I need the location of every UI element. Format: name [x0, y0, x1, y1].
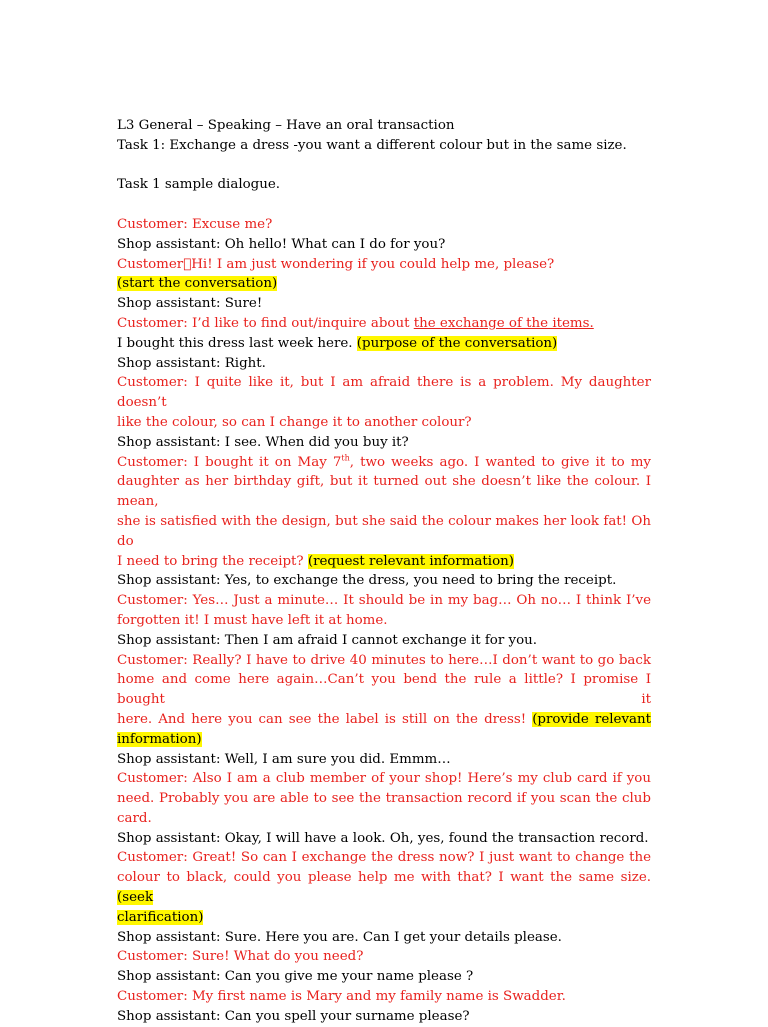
customer-line: card. — [117, 810, 152, 826]
underlined-text: the exchange of the items. — [413, 315, 594, 331]
customer-line: home and come here again…Can’t you bend the rule a little? I promise I bought it — [117, 672, 651, 708]
customer-line: like the colour, so can I change it to another colour? — [117, 414, 472, 430]
assistant-line: Shop assistant: I see. When did you buy it? — [117, 434, 409, 450]
assistant-line: Shop assistant: Yes, to exchange the dress, you need to bring the receipt. — [117, 573, 617, 589]
customer-text: here. And here you can see the label is still on the dress! — [117, 711, 533, 727]
customer-line — [117, 552, 651, 572]
customer-line: need. Probably you are able to see the transaction record if you scan the club — [117, 791, 651, 807]
customer-continuation — [117, 334, 651, 354]
blank-line — [117, 195, 651, 215]
plain-text: I bought this dress last week here. — [117, 335, 357, 351]
assistant-line: Shop assistant: Okay, I will have a look. Oh, yes, found the transaction record. — [117, 830, 649, 846]
customer-text: colour to black, could you please help me with that? I want the same size. — [117, 870, 651, 886]
customer-line — [117, 868, 651, 908]
highlight-annotation: (provide relevant — [532, 711, 651, 727]
customer-line — [117, 453, 651, 473]
customer-line: daughter as her birthday gift, but it turned out she doesn’t like the colour. I mean, — [117, 474, 651, 510]
customer-line: Customer: I quite like it, but I am afraid there is a problem. My daughter doesn’t — [117, 375, 651, 411]
customer-line: Customer: Yes… Just a minute… It should be in my bag… Oh no… I think I’ve — [117, 593, 651, 609]
assistant-line: Shop assistant: Can you spell your surname please? — [117, 1008, 470, 1024]
task-description: Task 1: Exchange a dress -you want a different colour but in the same size. — [117, 137, 627, 153]
assistant-line: Shop assistant: Sure! — [117, 296, 263, 312]
assistant-line: Shop assistant: Oh hello! What can I do for you? — [117, 236, 446, 252]
assistant-line: Shop assistant: Can you give me your name please ? — [117, 969, 474, 985]
customer-text: , two weeks ago. I wanted to give it to my — [349, 454, 651, 470]
highlight-annotation: (seek — [117, 890, 154, 906]
blank-line — [117, 156, 651, 176]
highlight-annotation: (purpose of the conversation) — [356, 335, 558, 351]
sample-heading: Task 1 sample dialogue. — [117, 177, 281, 193]
highlight-annotation: information) — [117, 731, 202, 747]
customer-line: Customer: Excuse me? — [117, 216, 273, 232]
assistant-line: Shop assistant: Sure. Here you are. Can I get your details please. — [117, 929, 562, 945]
highlight-annotation: clarification) — [117, 909, 204, 925]
customer-line: Customer: My first name is Mary and my family name is Swadder. — [117, 989, 566, 1005]
document-title: L3 General – Speaking – Have an oral transaction — [117, 118, 455, 133]
customer-line: forgotten it! I must have left it at home. — [117, 612, 388, 628]
customer-text: I need to bring the receipt? — [117, 553, 308, 569]
assistant-line: Shop assistant: Then I am afraid I cannot exchange it for you. — [117, 632, 538, 648]
annotation-line — [117, 730, 651, 750]
customer-line: Customer: Also I am a club member of your shop! Here’s my club card if you — [117, 771, 651, 787]
customer-line: Customer Hi! I am just wondering if you could help me, please? — [117, 256, 551, 272]
customer-text: Customer: I’d like to find out/inquire about — [117, 315, 414, 331]
customer-text: Customer: I bought it on May 7 — [117, 454, 342, 470]
assistant-line: Shop assistant: Right. — [117, 355, 266, 371]
customer-line: she is satisfied with the design, but she said the colour makes her look fat! Oh do — [117, 513, 651, 549]
customer-line — [117, 710, 651, 730]
assistant-line: Shop assistant: Well, I am sure you did. Emmm… — [117, 751, 451, 767]
customer-line — [117, 314, 651, 334]
customer-line: Customer: Really? I have to drive 40 minutes to here…I don’t want to go back — [117, 652, 651, 668]
annotation-line — [117, 908, 651, 928]
customer-line: Customer: Great! So can I exchange the dress now? I just want to change the — [117, 850, 651, 866]
highlight-annotation: (start the conversation) — [117, 276, 278, 292]
customer-line: Customer: Sure! What do you need? — [117, 949, 364, 965]
superscript: th — [341, 453, 350, 463]
highlight-annotation: (request relevant information) — [307, 553, 514, 569]
annotation-line — [117, 274, 651, 294]
